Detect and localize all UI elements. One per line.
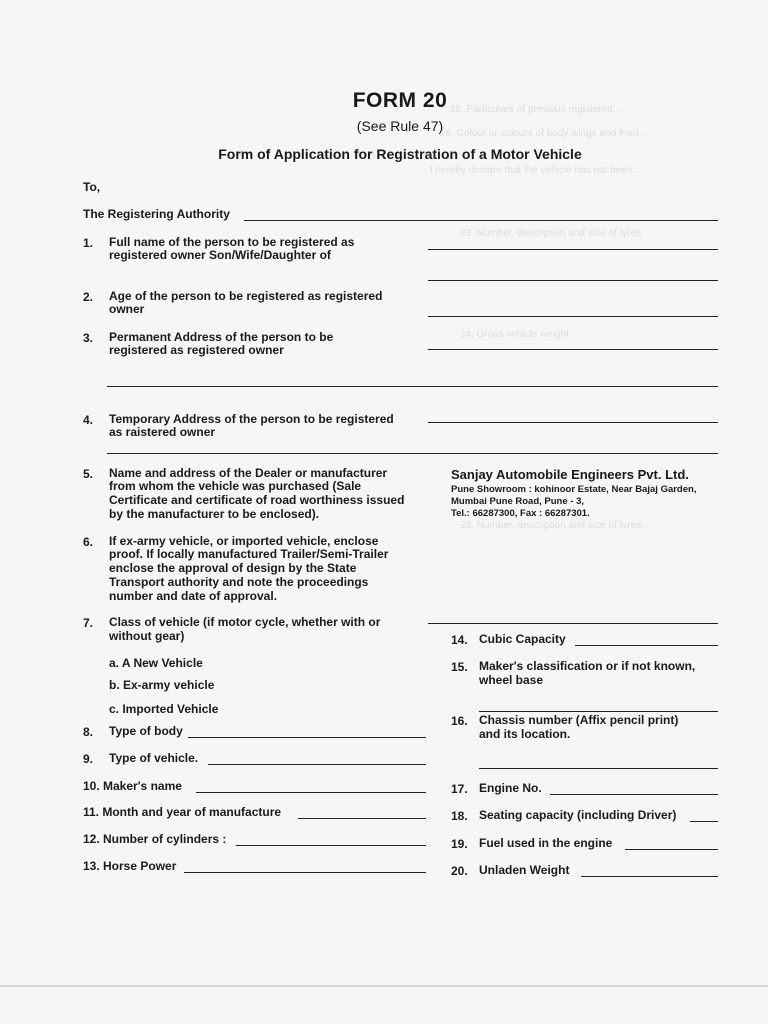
item-5-number: 5. [83, 467, 94, 481]
item-7-number: 7. [83, 616, 94, 630]
item-3-number: 3. [83, 331, 94, 345]
item-17-number: 17. [451, 782, 468, 796]
item-15-number: 15. [451, 660, 468, 674]
item-14-field[interactable] [575, 645, 718, 646]
item-9-label: Type of vehicle. [109, 751, 199, 765]
item-4-field-2[interactable] [107, 453, 718, 454]
item-16-field[interactable] [479, 768, 718, 769]
item-5-label-b: from whom the vehicle was purchased (Sale [109, 479, 362, 493]
item-3-label-a: Permanent Address of the person to be [109, 330, 334, 344]
item-7-label-a: Class of vehicle (if motor cycle, whether with or [109, 615, 381, 629]
item-19-field[interactable] [625, 849, 718, 850]
item-1-label-b: registered owner Son/Wife/Daughter of [109, 248, 331, 262]
item-18-field[interactable] [690, 821, 718, 822]
item-12-field[interactable] [236, 845, 426, 846]
item-20-number: 20. [451, 864, 468, 878]
item-16-number: 16. [451, 714, 468, 728]
item-10-field[interactable] [196, 792, 426, 793]
item-5-label-d: by the manufacturer to be enclosed). [109, 507, 320, 521]
item-1-label-a: Full name of the person to be registered as [109, 235, 355, 249]
page-edge [0, 985, 768, 987]
item-2-number: 2. [83, 290, 94, 304]
item-17-field[interactable] [550, 794, 718, 795]
item-7a-label: a. A New Vehicle [109, 656, 203, 670]
item-11-field[interactable] [298, 818, 426, 819]
item-4-label-b: as raistered owner [109, 425, 216, 439]
item-1-field-2[interactable] [428, 280, 718, 281]
item-18-label: Seating capacity (including Driver) [479, 808, 677, 822]
to-label: To, [83, 180, 101, 194]
item-6-label-c: enclose the approval of design by the State [109, 561, 357, 575]
item-1-number: 1. [83, 236, 94, 250]
item-2-label-b: owner [109, 302, 145, 316]
item-9-number: 9. [83, 752, 94, 766]
item-20-field[interactable] [581, 876, 718, 877]
item-14-number: 14. [451, 633, 468, 647]
item-6-number: 6. [83, 535, 94, 549]
item-13-field[interactable] [184, 872, 426, 873]
item-3-label-b: registered as registered owner [109, 343, 284, 357]
authority-label: The Registering Authority [83, 207, 230, 221]
item-4-field[interactable] [428, 422, 718, 423]
item-19-label: Fuel used in the engine [479, 836, 613, 850]
item-9-field[interactable] [208, 764, 426, 765]
item-5-label-a: Name and address of the Dealer or manufacturer [109, 466, 388, 480]
item-1-field[interactable] [428, 249, 718, 250]
item-7-label-b: without gear) [109, 629, 185, 643]
item-3-field[interactable] [428, 349, 718, 350]
dealer-address-line-2: Mumbai Pune Road, Pune - 3, [451, 496, 585, 507]
item-6-label-a: If ex-army vehicle, or imported vehicle, enclose [109, 534, 379, 548]
form-heading: Form of Application for Registration of a Motor Vehicle [218, 146, 582, 162]
item-16-label-a: Chassis number (Affix pencil print) [479, 713, 679, 727]
item-3-field-2[interactable] [107, 386, 718, 387]
item-12-label: 12. Number of cylinders : [83, 832, 227, 846]
item-19-number: 19. [451, 837, 468, 851]
item-7c-label: c. Imported Vehicle [109, 702, 219, 716]
item-15-field[interactable] [479, 711, 718, 712]
item-6-label-d: Transport authority and note the proceedings [109, 575, 369, 589]
dealer-name: Sanjay Automobile Engineers Pvt. Ltd. [451, 467, 689, 482]
item-11-label: 11. Month and year of manufacture [83, 805, 282, 819]
item-20-label: Unladen Weight [479, 863, 570, 877]
authority-field[interactable] [244, 220, 718, 221]
item-4-number: 4. [83, 413, 94, 427]
item-14-label: Cubic Capacity [479, 632, 566, 646]
item-16-label-b: and its location. [479, 727, 571, 741]
item-10-label: 10. Maker's name [83, 779, 182, 793]
item-5-label-c: Certificate and certificate of road worthiness issued [109, 493, 405, 507]
rule-reference: (See Rule 47) [356, 118, 444, 134]
item-8-label: Type of body [109, 724, 183, 738]
item-7b-label: b. Ex-army vehicle [109, 678, 215, 692]
item-13-label: 13. Horse Power [83, 859, 177, 873]
item-2-field[interactable] [428, 316, 718, 317]
item-7-field[interactable] [428, 623, 718, 624]
item-8-number: 8. [83, 725, 94, 739]
item-15-label-a: Maker's classification or if not known, [479, 659, 696, 673]
item-8-field[interactable] [188, 737, 426, 738]
item-4-label-a: Temporary Address of the person to be registered [109, 412, 394, 426]
dealer-address-line-1: Pune Showroom : kohinoor Estate, Near Bajaj Garden, [451, 484, 697, 495]
item-2-label-a: Age of the person to be registered as registered [109, 289, 383, 303]
item-15-label-b: wheel base [479, 673, 544, 687]
form-title: FORM 20 [352, 89, 448, 112]
dealer-contact: Tel.: 66287300, Fax : 66287301. [451, 508, 590, 519]
item-6-label-e: number and date of approval. [109, 589, 278, 603]
item-18-number: 18. [451, 809, 468, 823]
item-6-label-b: proof. If locally manufactured Trailer/Semi-Trailer [109, 547, 389, 561]
item-17-label: Engine No. [479, 781, 542, 795]
